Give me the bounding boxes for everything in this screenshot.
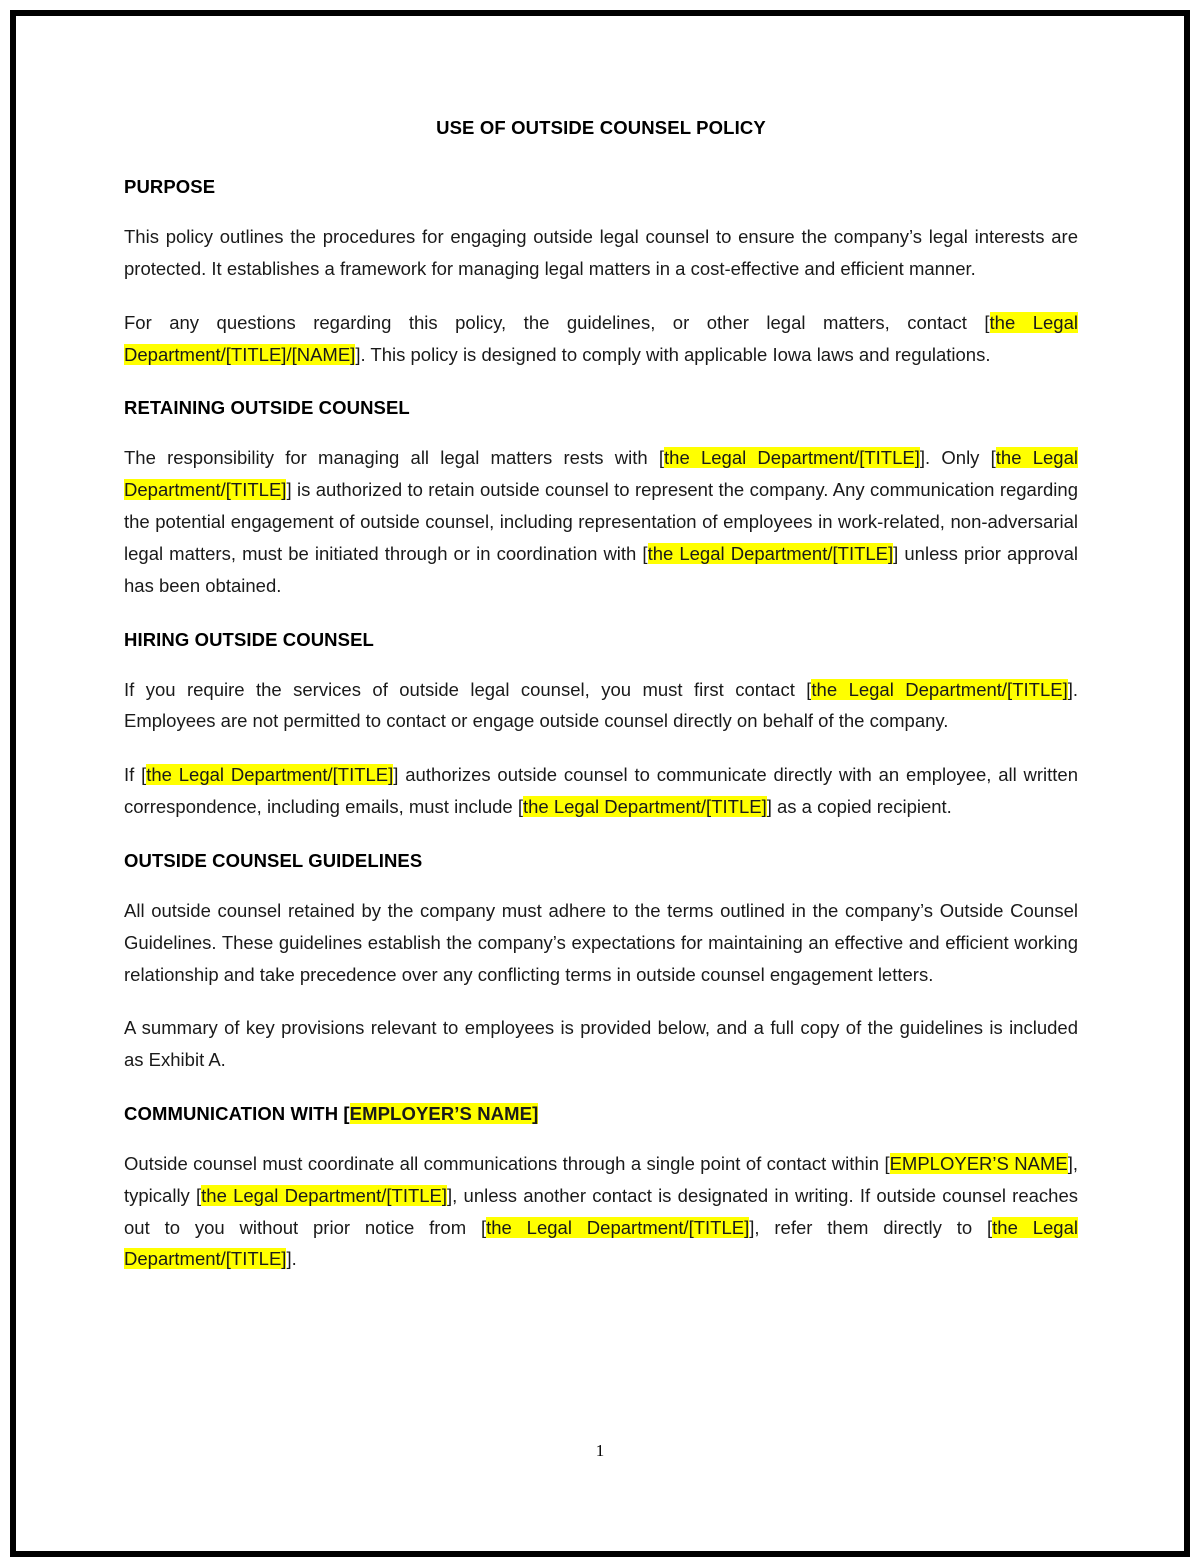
paragraph-guidelines-2: A summary of key provisions relevant to employees is provided below, and a full copy of the guidelines is included as Exhibit A. bbox=[124, 1017, 1078, 1071]
document-page bbox=[16, 16, 1184, 1551]
text-run: ], unless another contact is designated in writing. If outside counsel reaches out to you without prior notice from [ bbox=[124, 1184, 1079, 1238]
paragraph-hiring-1 bbox=[124, 674, 1078, 738]
page-border-frame bbox=[10, 10, 1190, 1557]
page-title: USE OF OUTSIDE COUNSEL POLICY bbox=[436, 117, 766, 138]
text-run: ] authorizes outside counsel to communicate directly with an employee, all written correspondence, including emails, must include [ bbox=[124, 764, 1079, 818]
highlight-placeholder-employer-name: EMPLOYER’S NAME bbox=[889, 1152, 1068, 1174]
page-number-footer: 1 bbox=[595, 1441, 605, 1460]
text-run: COMMUNICATION WITH [ bbox=[124, 1102, 350, 1124]
document-body bbox=[124, 116, 1078, 1275]
paragraph-purpose-2 bbox=[124, 307, 1078, 371]
text-run: ], typically [ bbox=[124, 1152, 1078, 1206]
text-run: ]. bbox=[286, 1248, 297, 1270]
text-run: ] unless prior approval has been obtained. bbox=[124, 542, 1078, 596]
paragraph-communication-1 bbox=[124, 1148, 1078, 1275]
highlight-placeholder-legal-department: the Legal Department/[TITLE] bbox=[523, 796, 767, 818]
paragraph-guidelines-1: All outside counsel retained by the company must adhere to the terms outlined in the company’s Outside Counsel Guidelines. These guidelines establish the company’s expectations for maintaining an effective and efficient working relationship and take precedence over any conflicting terms in outside counsel engagement letters. bbox=[124, 899, 1078, 985]
highlight-placeholder-legal-department: the Legal Department/[TITLE] bbox=[811, 678, 1068, 700]
highlight-placeholder-legal-department: the Legal Department/[TITLE]/[NAME] bbox=[124, 311, 1078, 365]
text-run: For any questions regarding this policy, the guidelines, or other legal matters, contact [ bbox=[124, 311, 990, 333]
text-run: ], refer them directly to [ bbox=[749, 1216, 993, 1238]
section-heading-retaining-outside-counsel: RETAINING OUTSIDE COUNSEL bbox=[124, 397, 410, 419]
section-heading-hiring-outside-counsel: HIRING OUTSIDE COUNSEL bbox=[124, 628, 374, 650]
section-heading-communication bbox=[124, 1102, 1078, 1126]
highlight-placeholder-legal-department: the Legal Department/[TITLE] bbox=[124, 447, 1078, 501]
text-run: ]. Only [ bbox=[919, 447, 996, 469]
section-heading-purpose: PURPOSE bbox=[124, 176, 216, 198]
paragraph-hiring-2 bbox=[124, 759, 1078, 823]
paragraph-retaining-1 bbox=[124, 442, 1078, 601]
text-run: The responsibility for managing all legal matters rests with [ bbox=[124, 447, 665, 469]
highlight-placeholder-legal-department: the Legal Department/[TITLE] bbox=[647, 542, 894, 564]
highlight-placeholder-legal-department: the Legal Department/[TITLE] bbox=[664, 447, 920, 469]
paragraph-purpose-1: This policy outlines the procedures for engaging outside legal counsel to ensure the company’s legal interests are protected. It establishes a framework for managing legal matters in a cost-effective and efficient manner. bbox=[124, 226, 1078, 279]
text-run: ]. This policy is designed to comply with applicable Iowa laws and regulations. bbox=[355, 343, 991, 365]
text-run: Outside counsel must coordinate all communications through a single point of contact within [ bbox=[124, 1152, 890, 1174]
highlight-placeholder-employer-name: EMPLOYER’S NAME] bbox=[349, 1102, 539, 1124]
highlight-placeholder-legal-department: the Legal Department/[TITLE] bbox=[124, 1216, 1078, 1270]
highlight-placeholder-legal-department: the Legal Department/[TITLE] bbox=[486, 1216, 750, 1238]
text-run: ] is authorized to retain outside counsel to represent the company. Any communication regarding the potential engagement of outside counsel, including representation of employees in work-related, non-adversarial legal matters, must be initiated through or in coordination with [ bbox=[124, 479, 1078, 564]
highlight-placeholder-legal-department: the Legal Department/[TITLE] bbox=[201, 1184, 448, 1206]
text-run: If you require the services of outside legal counsel, you must first contact [ bbox=[124, 678, 812, 700]
text-run: If [ bbox=[124, 764, 147, 786]
text-run: ] as a copied recipient. bbox=[766, 796, 952, 818]
highlight-placeholder-legal-department: the Legal Department/[TITLE] bbox=[146, 764, 394, 786]
section-heading-outside-counsel-guidelines: OUTSIDE COUNSEL GUIDELINES bbox=[124, 849, 423, 871]
text-run: ]. Employees are not permitted to contact or engage outside counsel directly on behalf of the company. bbox=[124, 678, 1078, 732]
